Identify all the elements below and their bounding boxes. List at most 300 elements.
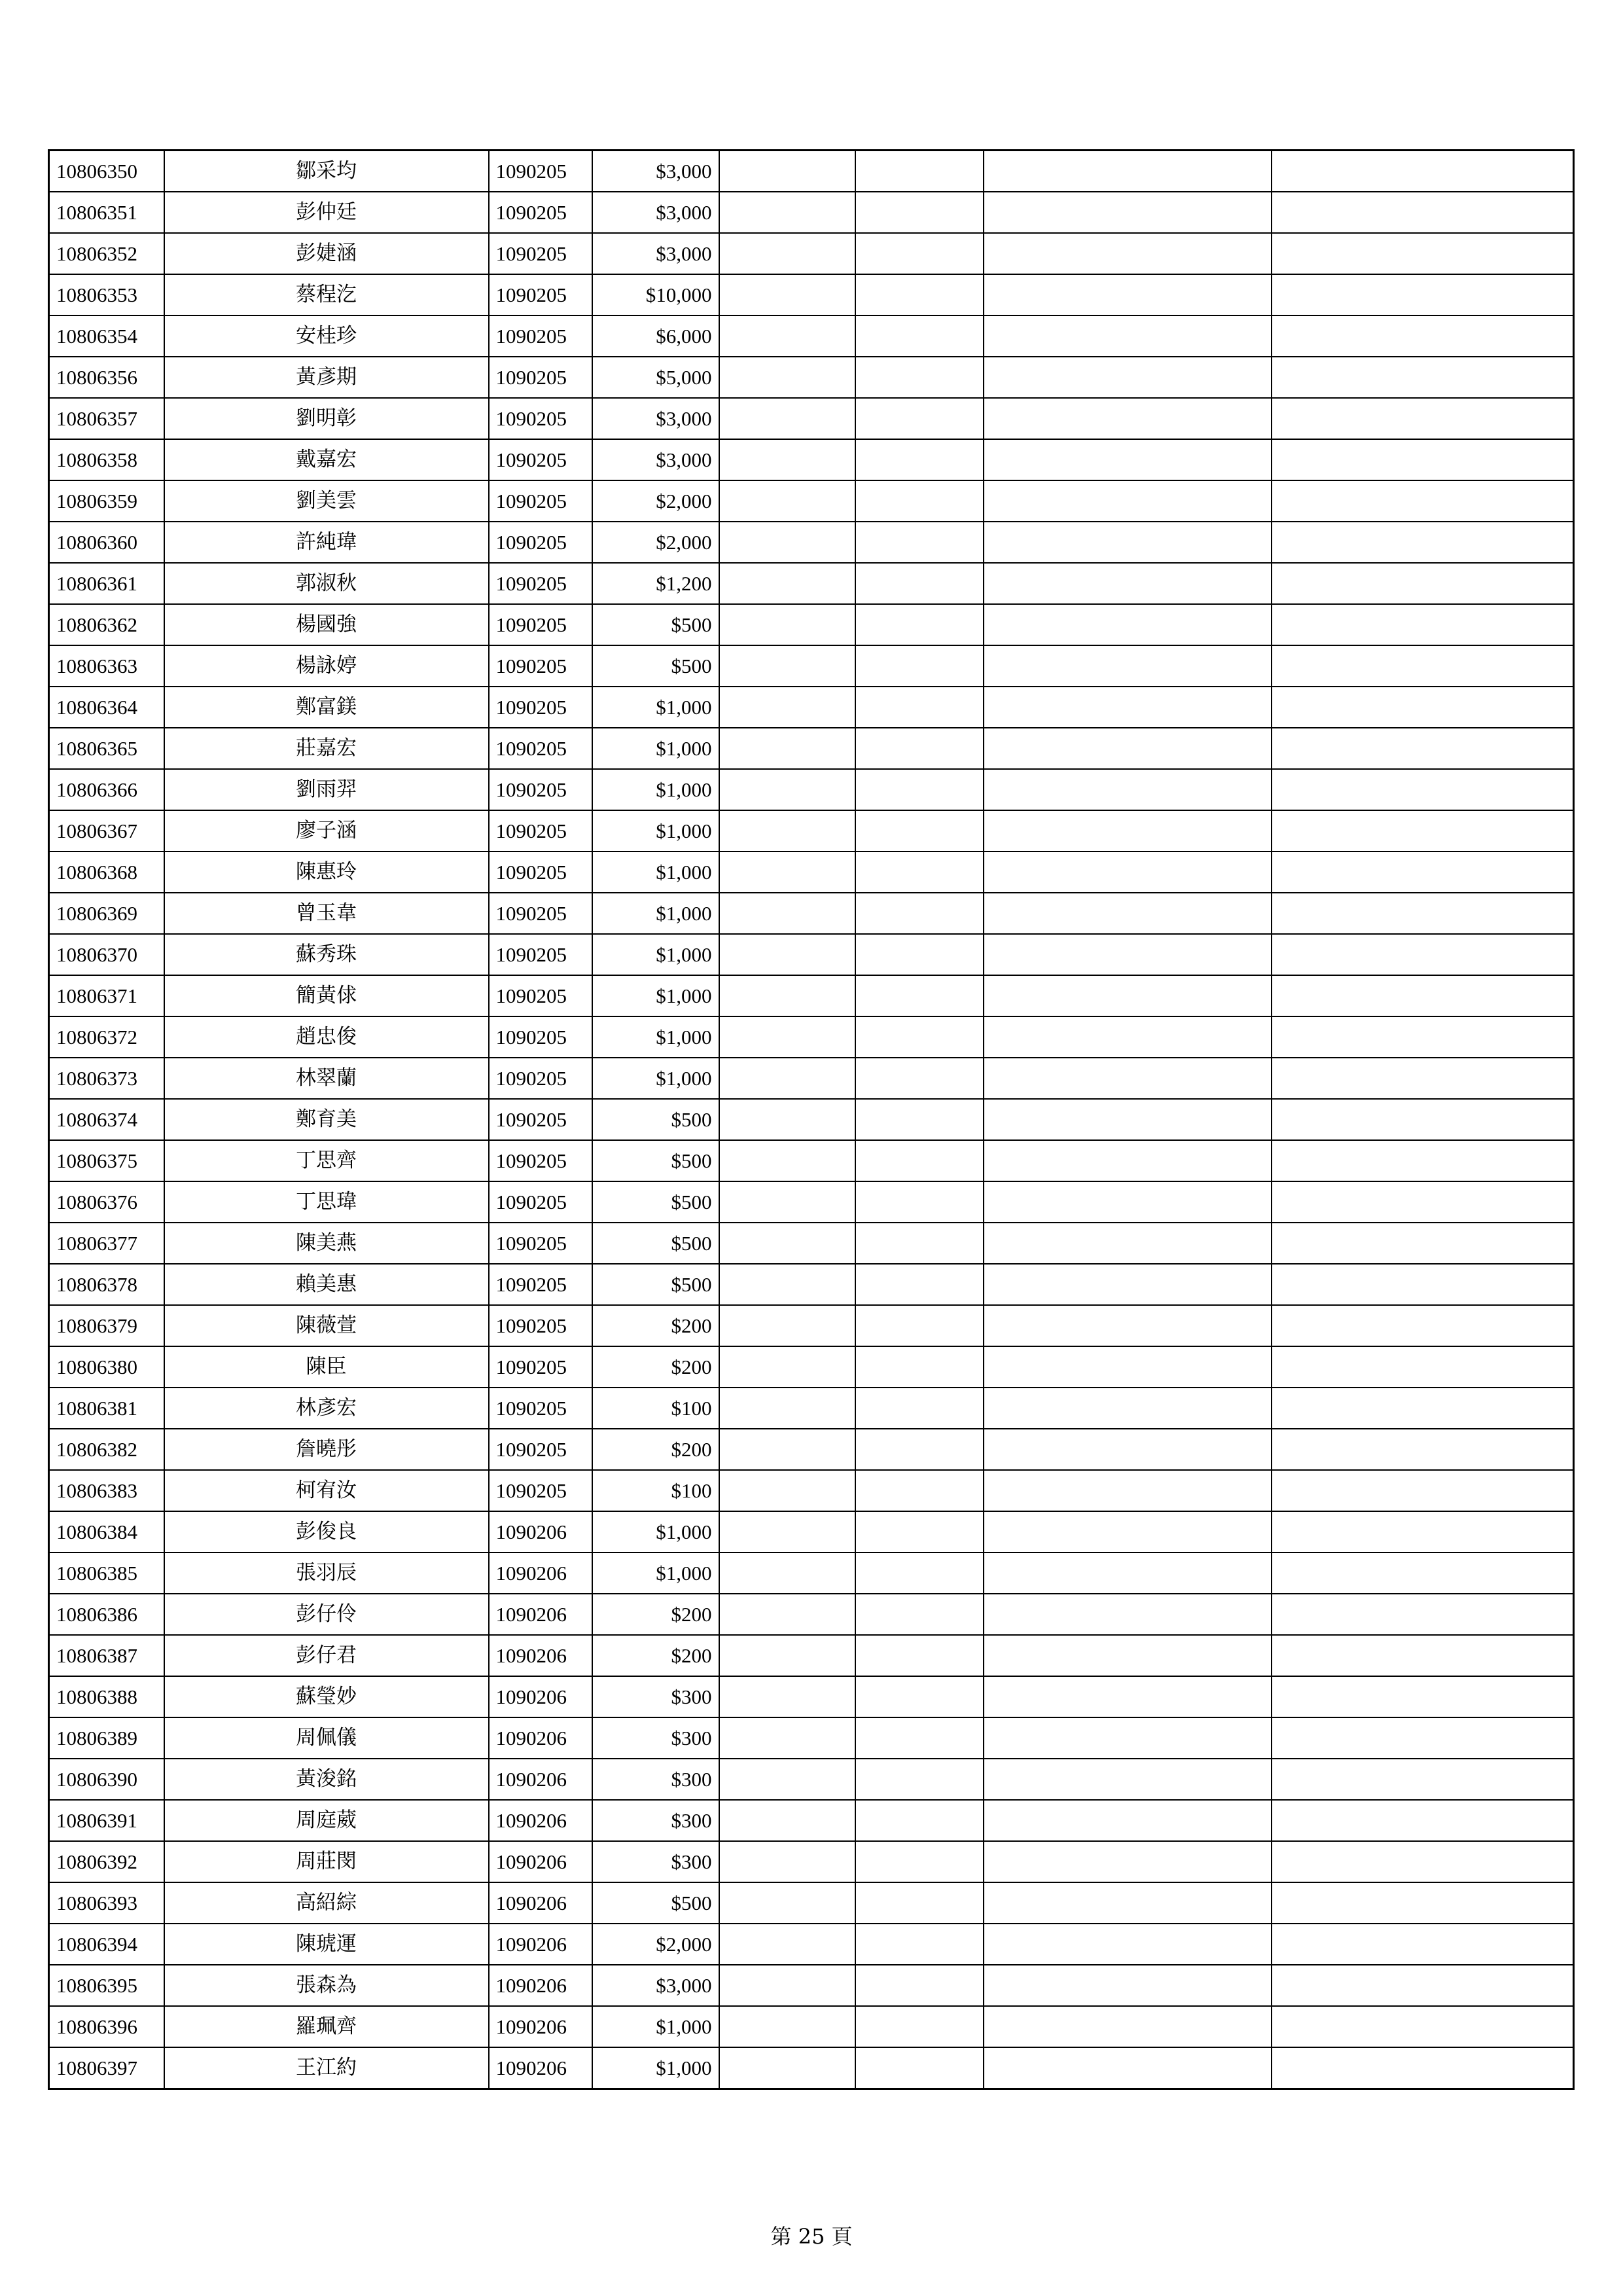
empty-cell xyxy=(984,439,1272,480)
receipt-id-cell: 10806356 xyxy=(49,357,164,398)
date-cell: 1090205 xyxy=(489,893,592,934)
receipt-id-cell: 10806351 xyxy=(49,192,164,233)
empty-cell xyxy=(1272,522,1574,563)
date-cell: 1090205 xyxy=(489,1016,592,1058)
table-row xyxy=(49,604,1574,645)
empty-cell xyxy=(719,1882,855,1924)
empty-cell xyxy=(1272,1346,1574,1388)
empty-cell xyxy=(719,192,855,233)
donor-name-cell: 高紹綜 xyxy=(164,1882,489,1924)
empty-cell xyxy=(1272,1882,1574,1924)
table-row xyxy=(49,1676,1574,1717)
amount-cell: $200 xyxy=(592,1429,719,1470)
donor-name-cell: 陳惠玲 xyxy=(164,852,489,893)
empty-cell xyxy=(855,2047,984,2089)
empty-cell xyxy=(719,1511,855,1552)
empty-cell xyxy=(1272,1676,1574,1717)
empty-cell xyxy=(719,522,855,563)
empty-cell xyxy=(984,315,1272,357)
amount-cell: $500 xyxy=(592,1882,719,1924)
table-row xyxy=(49,1841,1574,1882)
empty-cell xyxy=(719,1924,855,1965)
amount-cell: $1,000 xyxy=(592,975,719,1016)
amount-cell: $1,000 xyxy=(592,687,719,728)
empty-cell xyxy=(1272,439,1574,480)
empty-cell xyxy=(719,315,855,357)
donor-name-cell: 劉明彰 xyxy=(164,398,489,439)
receipt-id-cell: 10806361 xyxy=(49,563,164,604)
date-cell: 1090205 xyxy=(489,604,592,645)
date-cell: 1090205 xyxy=(489,315,592,357)
donor-name-cell: 楊國強 xyxy=(164,604,489,645)
date-cell: 1090205 xyxy=(489,1346,592,1388)
table-row xyxy=(49,1346,1574,1388)
donor-name-cell: 許純瑋 xyxy=(164,522,489,563)
table-row xyxy=(49,1058,1574,1099)
donor-name-cell: 黃彥期 xyxy=(164,357,489,398)
table-row xyxy=(49,934,1574,975)
empty-cell xyxy=(984,192,1272,233)
receipt-id-cell: 10806372 xyxy=(49,1016,164,1058)
donor-name-cell: 周庭葳 xyxy=(164,1800,489,1841)
table-row xyxy=(49,480,1574,522)
empty-cell xyxy=(984,1181,1272,1223)
date-cell: 1090205 xyxy=(489,1058,592,1099)
empty-cell xyxy=(855,1882,984,1924)
receipt-id-cell: 10806362 xyxy=(49,604,164,645)
empty-cell xyxy=(855,1470,984,1511)
empty-cell xyxy=(984,1882,1272,1924)
amount-cell: $2,000 xyxy=(592,1924,719,1965)
empty-cell xyxy=(984,274,1272,315)
receipt-id-cell: 10806360 xyxy=(49,522,164,563)
empty-cell xyxy=(984,687,1272,728)
empty-cell xyxy=(855,852,984,893)
empty-cell xyxy=(1272,1717,1574,1759)
receipt-id-cell: 10806364 xyxy=(49,687,164,728)
empty-cell xyxy=(1272,1511,1574,1552)
table-row xyxy=(49,687,1574,728)
date-cell: 1090205 xyxy=(489,645,592,687)
date-cell: 1090205 xyxy=(489,563,592,604)
receipt-id-cell: 10806380 xyxy=(49,1346,164,1388)
date-cell: 1090205 xyxy=(489,975,592,1016)
amount-cell: $3,000 xyxy=(592,1965,719,2006)
empty-cell xyxy=(719,1140,855,1181)
empty-cell xyxy=(855,192,984,233)
receipt-id-cell: 10806353 xyxy=(49,274,164,315)
empty-cell xyxy=(984,563,1272,604)
empty-cell xyxy=(984,1717,1272,1759)
receipt-id-cell: 10806352 xyxy=(49,233,164,274)
empty-cell xyxy=(984,151,1272,192)
empty-cell xyxy=(719,439,855,480)
empty-cell xyxy=(719,357,855,398)
empty-cell xyxy=(984,480,1272,522)
empty-cell xyxy=(1272,1965,1574,2006)
empty-cell xyxy=(984,1264,1272,1305)
empty-cell xyxy=(855,1305,984,1346)
date-cell: 1090205 xyxy=(489,852,592,893)
date-cell: 1090205 xyxy=(489,522,592,563)
donor-name-cell: 楊詠婷 xyxy=(164,645,489,687)
empty-cell xyxy=(1272,274,1574,315)
receipt-id-cell: 10806390 xyxy=(49,1759,164,1800)
empty-cell xyxy=(1272,1635,1574,1676)
amount-cell: $1,200 xyxy=(592,563,719,604)
donor-name-cell: 柯宥汝 xyxy=(164,1470,489,1511)
receipt-id-cell: 10806391 xyxy=(49,1800,164,1841)
amount-cell: $1,000 xyxy=(592,934,719,975)
donor-name-cell: 郭淑秋 xyxy=(164,563,489,604)
empty-cell xyxy=(1272,687,1574,728)
receipt-id-cell: 10806373 xyxy=(49,1058,164,1099)
empty-cell xyxy=(1272,728,1574,769)
amount-cell: $2,000 xyxy=(592,480,719,522)
donor-name-cell: 彭仔伶 xyxy=(164,1594,489,1635)
amount-cell: $200 xyxy=(592,1635,719,1676)
donor-name-cell: 張羽辰 xyxy=(164,1552,489,1594)
empty-cell xyxy=(719,893,855,934)
empty-cell xyxy=(1272,810,1574,852)
date-cell: 1090205 xyxy=(489,1305,592,1346)
donor-name-cell: 丁思齊 xyxy=(164,1140,489,1181)
table-row xyxy=(49,522,1574,563)
donor-name-cell: 戴嘉宏 xyxy=(164,439,489,480)
amount-cell: $500 xyxy=(592,1264,719,1305)
date-cell: 1090206 xyxy=(489,1882,592,1924)
amount-cell: $500 xyxy=(592,1181,719,1223)
amount-cell: $500 xyxy=(592,604,719,645)
empty-cell xyxy=(719,728,855,769)
empty-cell xyxy=(855,233,984,274)
date-cell: 1090205 xyxy=(489,1223,592,1264)
empty-cell xyxy=(984,2047,1272,2089)
amount-cell: $500 xyxy=(592,1140,719,1181)
table-row xyxy=(49,1552,1574,1594)
empty-cell xyxy=(984,1594,1272,1635)
empty-cell xyxy=(984,1058,1272,1099)
empty-cell xyxy=(855,1841,984,1882)
empty-cell xyxy=(984,1016,1272,1058)
empty-cell xyxy=(984,1346,1272,1388)
empty-cell xyxy=(855,975,984,1016)
empty-cell xyxy=(1272,1759,1574,1800)
empty-cell xyxy=(719,1759,855,1800)
empty-cell xyxy=(984,1511,1272,1552)
receipt-id-cell: 10806378 xyxy=(49,1264,164,1305)
amount-cell: $500 xyxy=(592,645,719,687)
donor-name-cell: 曾玉韋 xyxy=(164,893,489,934)
amount-cell: $3,000 xyxy=(592,233,719,274)
empty-cell xyxy=(984,1388,1272,1429)
empty-cell xyxy=(719,1223,855,1264)
date-cell: 1090205 xyxy=(489,1264,592,1305)
empty-cell xyxy=(855,1594,984,1635)
empty-cell xyxy=(855,1552,984,1594)
empty-cell xyxy=(1272,1181,1574,1223)
empty-cell xyxy=(719,975,855,1016)
table-row xyxy=(49,810,1574,852)
empty-cell xyxy=(719,2047,855,2089)
amount-cell: $3,000 xyxy=(592,192,719,233)
date-cell: 1090205 xyxy=(489,398,592,439)
receipt-id-cell: 10806369 xyxy=(49,893,164,934)
amount-cell: $10,000 xyxy=(592,274,719,315)
empty-cell xyxy=(984,2006,1272,2047)
empty-cell xyxy=(1272,604,1574,645)
empty-cell xyxy=(855,1511,984,1552)
receipt-id-cell: 10806394 xyxy=(49,1924,164,1965)
empty-cell xyxy=(1272,480,1574,522)
empty-cell xyxy=(719,1305,855,1346)
empty-cell xyxy=(1272,2006,1574,2047)
table-row xyxy=(49,563,1574,604)
table-row xyxy=(49,1511,1574,1552)
empty-cell xyxy=(719,1676,855,1717)
donation-table xyxy=(48,149,1575,2090)
receipt-id-cell: 10806395 xyxy=(49,1965,164,2006)
receipt-id-cell: 10806382 xyxy=(49,1429,164,1470)
empty-cell xyxy=(1272,1800,1574,1841)
donor-name-cell: 黃浚銘 xyxy=(164,1759,489,1800)
empty-cell xyxy=(984,893,1272,934)
empty-cell xyxy=(855,810,984,852)
donor-name-cell: 簡黃俅 xyxy=(164,975,489,1016)
empty-cell xyxy=(1272,852,1574,893)
empty-cell xyxy=(855,1223,984,1264)
date-cell: 1090205 xyxy=(489,192,592,233)
empty-cell xyxy=(984,1140,1272,1181)
date-cell: 1090205 xyxy=(489,357,592,398)
receipt-id-cell: 10806368 xyxy=(49,852,164,893)
empty-cell xyxy=(984,769,1272,810)
donor-name-cell: 廖子涵 xyxy=(164,810,489,852)
date-cell: 1090205 xyxy=(489,1429,592,1470)
date-cell: 1090205 xyxy=(489,1140,592,1181)
table-row xyxy=(49,1800,1574,1841)
date-cell: 1090205 xyxy=(489,480,592,522)
receipt-id-cell: 10806350 xyxy=(49,151,164,192)
table-row xyxy=(49,398,1574,439)
page-number: 第 25 頁 xyxy=(770,2224,853,2249)
date-cell: 1090206 xyxy=(489,1800,592,1841)
donor-name-cell: 劉美雲 xyxy=(164,480,489,522)
empty-cell xyxy=(984,1800,1272,1841)
empty-cell xyxy=(719,1058,855,1099)
empty-cell xyxy=(1272,357,1574,398)
empty-cell xyxy=(855,1264,984,1305)
table-row xyxy=(49,1429,1574,1470)
date-cell: 1090206 xyxy=(489,1676,592,1717)
date-cell: 1090205 xyxy=(489,274,592,315)
donor-name-cell: 蘇秀珠 xyxy=(164,934,489,975)
receipt-id-cell: 10806367 xyxy=(49,810,164,852)
empty-cell xyxy=(719,233,855,274)
empty-cell xyxy=(719,1470,855,1511)
empty-cell xyxy=(1272,1552,1574,1594)
donor-name-cell: 林翠蘭 xyxy=(164,1058,489,1099)
amount-cell: $300 xyxy=(592,1841,719,1882)
empty-cell xyxy=(719,1841,855,1882)
amount-cell: $3,000 xyxy=(592,151,719,192)
donor-name-cell: 丁思瑋 xyxy=(164,1181,489,1223)
donor-name-cell: 周佩儀 xyxy=(164,1717,489,1759)
table-row xyxy=(49,233,1574,274)
empty-cell xyxy=(855,2006,984,2047)
empty-cell xyxy=(855,604,984,645)
empty-cell xyxy=(719,1635,855,1676)
empty-cell xyxy=(719,1388,855,1429)
empty-cell xyxy=(719,1965,855,2006)
empty-cell xyxy=(984,1759,1272,1800)
amount-cell: $200 xyxy=(592,1346,719,1388)
receipt-id-cell: 10806366 xyxy=(49,769,164,810)
table-row xyxy=(49,1470,1574,1511)
receipt-id-cell: 10806358 xyxy=(49,439,164,480)
empty-cell xyxy=(984,645,1272,687)
date-cell: 1090206 xyxy=(489,2047,592,2089)
empty-cell xyxy=(855,1140,984,1181)
amount-cell: $1,000 xyxy=(592,1058,719,1099)
empty-cell xyxy=(855,1016,984,1058)
date-cell: 1090205 xyxy=(489,810,592,852)
table-row xyxy=(49,852,1574,893)
empty-cell xyxy=(1272,1058,1574,1099)
empty-cell xyxy=(855,1676,984,1717)
empty-cell xyxy=(855,645,984,687)
table-row xyxy=(49,1305,1574,1346)
amount-cell: $1,000 xyxy=(592,1511,719,1552)
empty-cell xyxy=(1272,769,1574,810)
empty-cell xyxy=(984,1924,1272,1965)
date-cell: 1090206 xyxy=(489,1717,592,1759)
date-cell: 1090206 xyxy=(489,1552,592,1594)
empty-cell xyxy=(855,1099,984,1140)
empty-cell xyxy=(719,1800,855,1841)
donor-name-cell: 鄭富鎂 xyxy=(164,687,489,728)
receipt-id-cell: 10806393 xyxy=(49,1882,164,1924)
table-row xyxy=(49,769,1574,810)
table-row xyxy=(49,1099,1574,1140)
receipt-id-cell: 10806371 xyxy=(49,975,164,1016)
donor-name-cell: 張森為 xyxy=(164,1965,489,2006)
date-cell: 1090205 xyxy=(489,934,592,975)
table-row xyxy=(49,893,1574,934)
amount-cell: $300 xyxy=(592,1759,719,1800)
amount-cell: $1,000 xyxy=(592,852,719,893)
receipt-id-cell: 10806376 xyxy=(49,1181,164,1223)
donor-name-cell: 蔡程汔 xyxy=(164,274,489,315)
empty-cell xyxy=(855,1717,984,1759)
empty-cell xyxy=(719,1429,855,1470)
amount-cell: $100 xyxy=(592,1388,719,1429)
date-cell: 1090205 xyxy=(489,1181,592,1223)
date-cell: 1090206 xyxy=(489,1841,592,1882)
donor-name-cell: 劉雨羿 xyxy=(164,769,489,810)
receipt-id-cell: 10806388 xyxy=(49,1676,164,1717)
empty-cell xyxy=(984,1552,1272,1594)
empty-cell xyxy=(855,1181,984,1223)
table-row xyxy=(49,192,1574,233)
receipt-id-cell: 10806359 xyxy=(49,480,164,522)
empty-cell xyxy=(855,439,984,480)
table-row xyxy=(49,1717,1574,1759)
empty-cell xyxy=(1272,1099,1574,1140)
donor-name-cell: 詹曉彤 xyxy=(164,1429,489,1470)
empty-cell xyxy=(984,810,1272,852)
table-row xyxy=(49,1882,1574,1924)
empty-cell xyxy=(984,1099,1272,1140)
empty-cell xyxy=(719,1552,855,1594)
receipt-id-cell: 10806386 xyxy=(49,1594,164,1635)
empty-cell xyxy=(984,398,1272,439)
empty-cell xyxy=(719,274,855,315)
date-cell: 1090205 xyxy=(489,151,592,192)
receipt-id-cell: 10806385 xyxy=(49,1552,164,1594)
receipt-id-cell: 10806392 xyxy=(49,1841,164,1882)
empty-cell xyxy=(984,1676,1272,1717)
empty-cell xyxy=(855,1924,984,1965)
empty-cell xyxy=(719,852,855,893)
date-cell: 1090205 xyxy=(489,728,592,769)
amount-cell: $6,000 xyxy=(592,315,719,357)
empty-cell xyxy=(719,810,855,852)
donor-name-cell: 鄒采均 xyxy=(164,151,489,192)
empty-cell xyxy=(984,1841,1272,1882)
amount-cell: $300 xyxy=(592,1800,719,1841)
amount-cell: $3,000 xyxy=(592,398,719,439)
empty-cell xyxy=(984,1223,1272,1264)
date-cell: 1090206 xyxy=(489,1594,592,1635)
empty-cell xyxy=(1272,934,1574,975)
empty-cell xyxy=(719,1181,855,1223)
empty-cell xyxy=(719,480,855,522)
empty-cell xyxy=(855,1429,984,1470)
donor-name-cell: 陳美燕 xyxy=(164,1223,489,1264)
amount-cell: $1,000 xyxy=(592,2006,719,2047)
empty-cell xyxy=(855,357,984,398)
receipt-id-cell: 10806374 xyxy=(49,1099,164,1140)
donor-name-cell: 周莊閔 xyxy=(164,1841,489,1882)
empty-cell xyxy=(1272,398,1574,439)
receipt-id-cell: 10806381 xyxy=(49,1388,164,1429)
date-cell: 1090206 xyxy=(489,1965,592,2006)
empty-cell xyxy=(1272,1264,1574,1305)
table-row xyxy=(49,2006,1574,2047)
table-row xyxy=(49,151,1574,192)
date-cell: 1090205 xyxy=(489,439,592,480)
empty-cell xyxy=(984,934,1272,975)
donor-name-cell: 蘇瑩妙 xyxy=(164,1676,489,1717)
table-row xyxy=(49,1181,1574,1223)
table-row xyxy=(49,1223,1574,1264)
empty-cell xyxy=(719,563,855,604)
date-cell: 1090206 xyxy=(489,1759,592,1800)
empty-cell xyxy=(719,645,855,687)
table-row xyxy=(49,1759,1574,1800)
donor-name-cell: 莊嘉宏 xyxy=(164,728,489,769)
empty-cell xyxy=(855,1058,984,1099)
table-row xyxy=(49,315,1574,357)
amount-cell: $5,000 xyxy=(592,357,719,398)
empty-cell xyxy=(855,398,984,439)
table-row xyxy=(49,1264,1574,1305)
empty-cell xyxy=(855,1635,984,1676)
empty-cell xyxy=(719,1717,855,1759)
date-cell: 1090205 xyxy=(489,1388,592,1429)
donor-name-cell: 王江約 xyxy=(164,2047,489,2089)
